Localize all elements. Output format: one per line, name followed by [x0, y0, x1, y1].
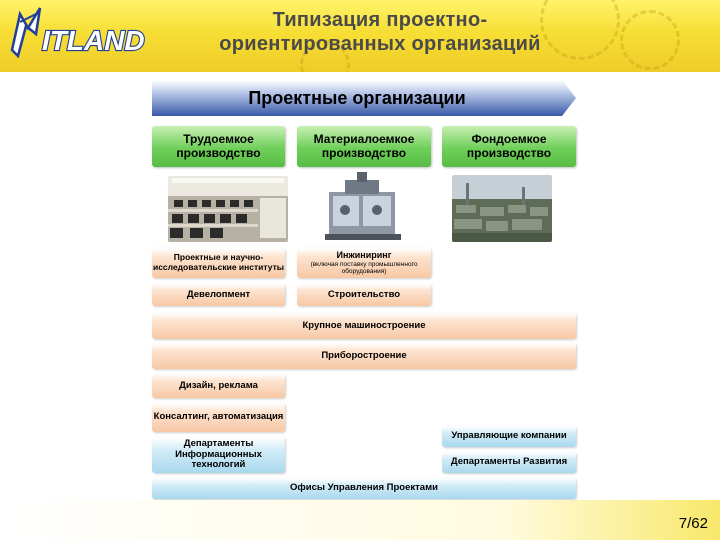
box-it-departments: Департаменты Информационных технологий — [152, 437, 285, 473]
box-consulting: Консалтинг, автоматизация — [152, 403, 285, 432]
header — [0, 0, 720, 72]
box-pmo: Офисы Управления Проектами — [152, 478, 576, 499]
box-heavy-machinery: Крупное машиностроение — [152, 313, 576, 339]
page-title — [160, 8, 600, 56]
itland-logo — [6, 4, 156, 64]
column-header-material-intensive: Материалоемкое производство — [297, 126, 431, 167]
gear-decoration-icon — [620, 10, 680, 70]
box-development: Девелопмент — [152, 284, 285, 306]
industrial-machine-photo — [315, 170, 410, 245]
box-design-advertising: Дизайн, реклама — [152, 374, 285, 398]
box-development-departments: Департаменты Развития — [442, 452, 576, 473]
box-engineering — [297, 248, 431, 278]
industrial-plant-photo — [452, 175, 552, 242]
box-management-companies: Управляющие компании — [442, 426, 576, 447]
engineering-note: (включая поставку промышленного оборудования) — [310, 260, 418, 276]
office-computers-photo — [168, 176, 288, 242]
logo-text: ITLAND — [42, 25, 145, 56]
box-construction: Строительство — [297, 284, 431, 306]
banner-label: Проектные организации — [248, 88, 466, 108]
engineering-title: Инжиниринг — [336, 250, 392, 261]
box-instrument-making: Приборостроение — [152, 343, 576, 369]
column-header-capital-intensive: Фондоемкое производство — [442, 126, 576, 167]
footer-bar — [0, 500, 720, 540]
page-number: 7/62 — [678, 515, 708, 532]
column-header-labor-intensive: Трудоемкое производство — [152, 126, 285, 167]
project-organizations-banner — [152, 80, 576, 116]
box-research-institutes: Проектные и научно-исследовательские институты — [152, 248, 285, 278]
title-line-1: Типизация проектно- — [272, 9, 488, 31]
title-line-2: ориентированных организаций — [219, 33, 541, 55]
